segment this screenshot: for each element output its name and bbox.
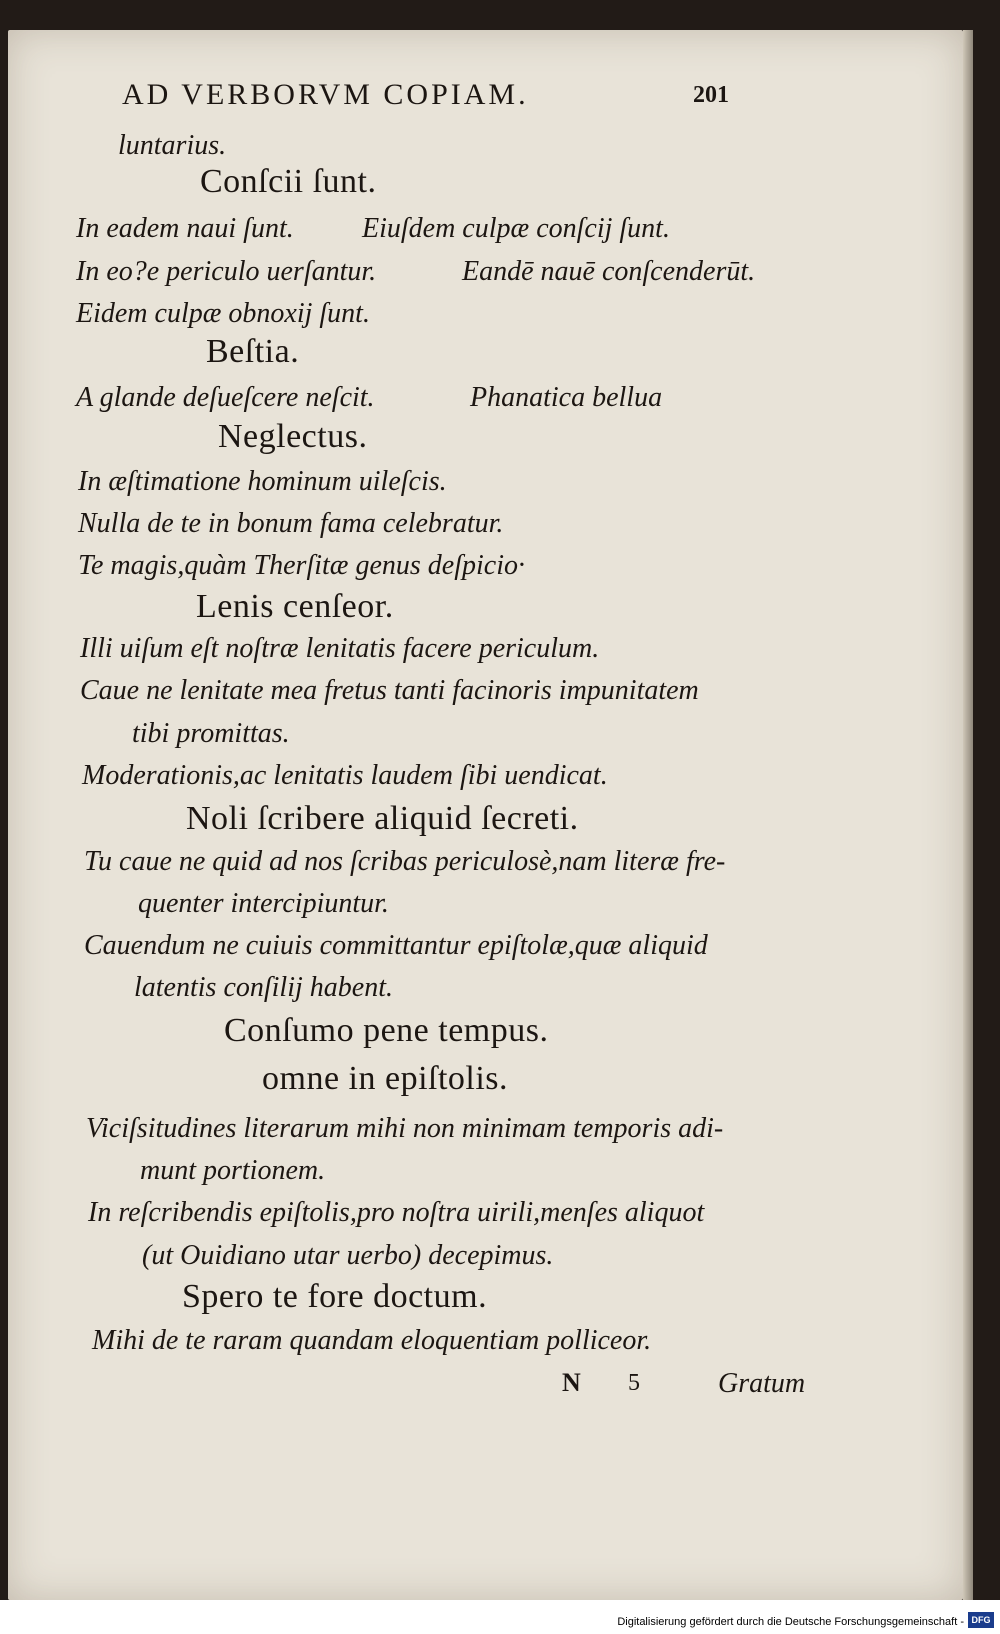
text-line: munt portionem.: [140, 1155, 326, 1186]
signature-number: 5: [628, 1370, 640, 1396]
section-heading: Beſtia.: [206, 333, 300, 370]
catchword: Gratum: [718, 1368, 806, 1399]
footer-credit: Digitalisierung gefördert durch die Deutsche Forschungsgemeinschaft -: [617, 1616, 964, 1628]
text-line: Viciſsitudines literarum mihi non minimam temporis adi-: [86, 1113, 724, 1144]
page-number: 201: [693, 82, 729, 108]
text-line: A glande deſueſcere neſcit.: [76, 382, 375, 413]
text-line: Phanatica bellua: [470, 382, 663, 413]
text-line: Nulla de te in bonum fama celebratur.: [78, 508, 504, 539]
page-edge: [963, 30, 973, 1600]
text-line: quenter intercipiuntur.: [138, 888, 389, 919]
text-line: Eiuſdem culpæ conſcij ſunt.: [362, 213, 670, 244]
running-head: AD VERBORVM COPIAM.: [122, 78, 529, 111]
dfg-logo: DFG: [968, 1612, 994, 1628]
text-line: In eadem naui ſunt.: [76, 213, 294, 244]
text-line: Caue ne lenitate mea fretus tanti facinoris impunitatem: [80, 675, 699, 706]
text-line: Illi uiſum eſt noſtræ lenitatis facere periculum.: [80, 633, 600, 664]
text-line: In reſcribendis epiſtolis,pro noſtra uirili,menſes aliquot: [88, 1197, 705, 1228]
text-line: Cauendum ne cuiuis committantur epiſtolæ,quæ aliquid: [84, 930, 708, 961]
text-line: Te magis,quàm Therſitæ genus deſpicio·: [78, 550, 525, 581]
section-heading: Spero te fore doctum.: [182, 1278, 488, 1315]
text-line: Eandē nauē conſcenderūt.: [462, 256, 756, 287]
section-heading: Noli ſcribere aliquid ſecreti.: [186, 800, 579, 837]
signature-mark: N: [562, 1368, 581, 1397]
text-line: (ut Ouidiano utar uerbo) decepimus.: [142, 1240, 554, 1271]
text-line: latentis conſilij habent.: [134, 972, 393, 1003]
text-line: Tu caue ne quid ad nos ſcribas periculosè,nam literæ fre-: [84, 846, 726, 877]
section-heading: Neglectus.: [218, 418, 368, 455]
text-line: In æſtimatione hominum uileſcis.: [78, 466, 447, 497]
text-line: Eidem culpæ obnoxij ſunt.: [76, 298, 370, 329]
text-line: luntarius.: [118, 130, 227, 161]
section-heading: Lenis cenſeor.: [196, 588, 394, 625]
section-heading: Conſumo pene tempus.: [224, 1012, 549, 1049]
text-line: Moderationis,ac lenitatis laudem ſibi uendicat.: [82, 760, 608, 791]
section-heading: Conſcii ſunt.: [200, 163, 377, 200]
text-line: Mihi de te raram quandam eloquentiam polliceor.: [92, 1325, 652, 1356]
text-line: tibi promittas.: [132, 718, 290, 749]
text-line: In eo?e periculo uerſantur.: [76, 256, 377, 287]
section-heading: omne in epiſtolis.: [262, 1060, 509, 1097]
